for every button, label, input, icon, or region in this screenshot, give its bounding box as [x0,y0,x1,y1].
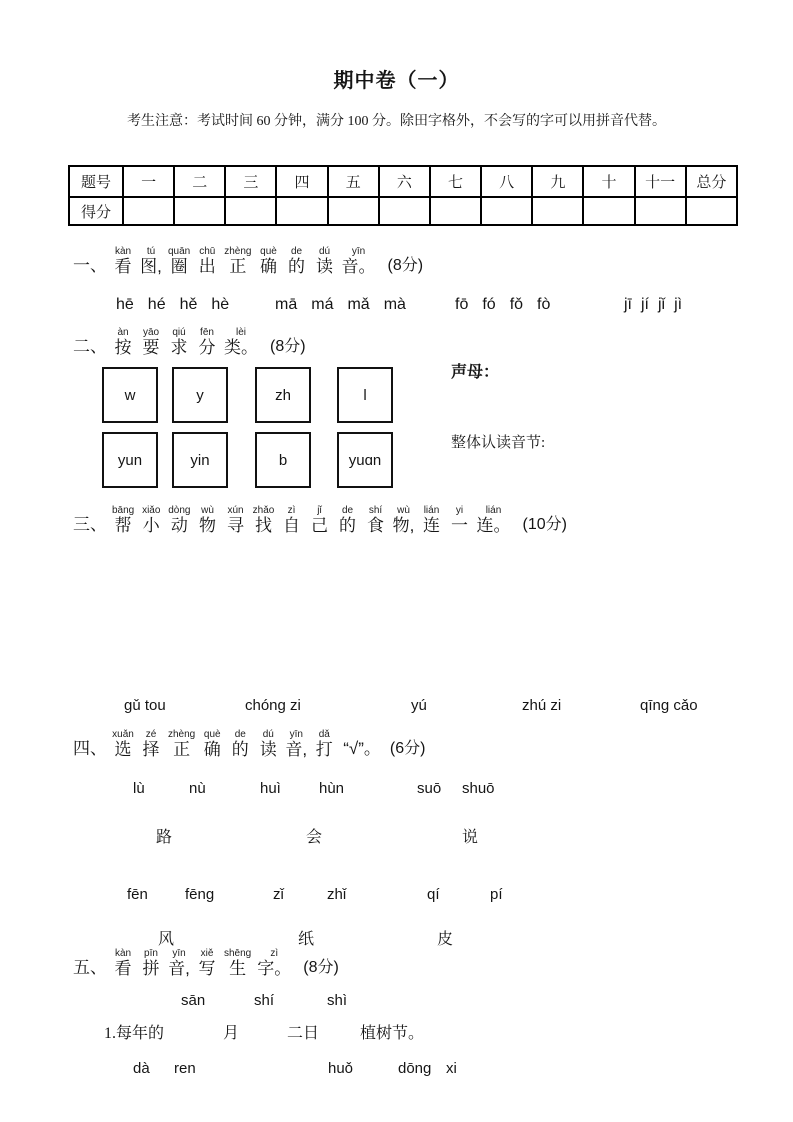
syllable-option: pí [490,886,503,903]
score-table-empty-cell [635,197,686,225]
hanzi-char: 求 [170,338,188,357]
heading-ruby-char [140,327,162,357]
hanzi-char: 拼 [142,959,160,978]
section2-heading [73,327,306,357]
heading-ruby-char [365,505,387,535]
pinyin-hint: shì [327,992,348,1009]
hanzi-char: 分 [198,338,216,357]
heading-ruby-char [197,505,219,535]
pinyin-annotation: tú [146,246,156,257]
heading-ruby-char [140,505,162,535]
heading-ruby-char [342,246,376,276]
syllable: hē [116,296,134,313]
score-table-question-number: 三 [225,166,276,197]
score-table-question-number: 二 [174,166,225,197]
sentence-part: 月 [223,1025,240,1042]
syllable-option: fēn [127,886,148,903]
section3-number: 三、 [73,515,107,534]
pinyin-hint: huǒ [328,1060,354,1077]
heading-ruby-char [314,246,336,276]
score-table-empty-cell [276,197,327,225]
score-table-question-number: 八 [481,166,532,197]
pinyin-annotation: yāo [142,327,160,338]
hanzi-char: 按 [114,338,132,357]
pinyin-annotation: xiě [200,948,214,959]
pinyin-annotation: kàn [114,948,132,959]
target-character: 路 [156,829,173,846]
score-table-question-number: 九 [532,166,583,197]
pinyin-annotation: yi [455,505,464,516]
pinyin-annotation: dòng [168,505,191,516]
section4-score: (6分) [389,740,426,757]
pinyin-hint: dà [133,1060,150,1077]
heading-ruby-char [224,948,251,978]
pinyin-box: yin [172,432,228,488]
syllable-group [624,296,682,314]
section2-score: (8分) [270,338,306,355]
target-character: 皮 [437,931,454,948]
pinyin-annotation: qiú [172,327,186,338]
section4-character-row-2 [0,926,793,948]
syllable-group [116,296,229,314]
score-table-score-row [69,197,737,225]
score-table-question-number: 六 [379,166,430,197]
syllable-option: zǐ [273,886,284,903]
pinyin-annotation: àn [117,327,129,338]
section2-number: 二、 [73,337,107,356]
pinyin-annotation: dǎ [318,729,330,740]
target-character: 会 [306,829,323,846]
hanzi-char: 小 [142,516,160,535]
food-word: gǔ tou [124,697,166,714]
pinyin-annotation: xún [227,505,244,516]
pinyin-hint: dōng [398,1060,432,1077]
hanzi-char: 食 [367,516,384,535]
score-table-header-row [69,166,737,197]
target-character: 风 [158,931,175,948]
syllable: hè [211,296,230,313]
syllable-option: fēng [185,886,215,903]
heading-ruby-char [449,505,471,535]
heading-ruby-char [224,327,258,357]
syllable-option: huì [260,780,281,797]
examinee-notice: 考生注意：考试时间 60 分钟，满分 100 分。除田字格外，不会写的字可以用拼音代替。 [127,114,666,129]
pinyin-annotation: shí [368,505,383,516]
hanzi-char: 寻 [227,516,244,535]
score-table-question-number: 一 [123,166,174,197]
score-table-empty-cell [123,197,174,225]
score-table [68,165,738,226]
heading-ruby-char [281,505,303,535]
pinyin-annotation: dú [318,246,331,257]
syllable-option: lù [133,780,145,797]
hanzi-char: 自 [283,516,300,535]
section4-character-row-1 [0,824,793,846]
hanzi-char: 音。 [341,257,376,276]
syllable: jí [641,296,649,313]
heading-ruby-char [393,505,415,535]
section1-score: (8分) [387,257,424,274]
hanzi-char: 写 [198,959,216,978]
hanzi-char: 出 [198,257,216,276]
heading-ruby-char [112,246,134,276]
pinyin-annotation: què [203,729,221,740]
pinyin-annotation: wù [397,505,410,516]
heading-ruby-char [168,729,195,759]
heading-ruby-char [229,729,251,759]
hanzi-char: 动 [170,516,188,535]
sentence-part: 二日 [287,1025,320,1042]
hanzi-char: 的 [231,740,249,759]
section3-score: (10分) [522,516,567,533]
pinyin-annotation: jǐ [317,505,322,516]
score-table-question-number: 七 [430,166,481,197]
section1-number: 一、 [73,256,107,275]
pinyin-box: yun [102,432,158,488]
score-table-header-label: 题号 [69,166,123,197]
heading-ruby-char [168,246,190,276]
hanzi-char: 的 [288,257,305,276]
pinyin-hint: sān [181,992,206,1009]
pinyin-annotation: xiǎo [142,505,161,516]
section2-title-ruby [109,327,261,357]
hanzi-char: 类。 [224,338,258,357]
section4-heading [73,729,425,759]
pinyin-box: y [172,367,228,423]
syllable-option: qí [427,886,440,903]
syllable: jì [674,296,683,313]
heading-ruby-char [313,729,335,759]
heading-ruby-char [285,729,307,759]
score-table-empty-cell [686,197,737,225]
heading-ruby-char [196,246,218,276]
hanzi-char: 读 [259,740,277,759]
score-table-empty-cell [481,197,532,225]
syllable: jǐ [658,296,666,313]
heading-ruby-char [112,505,134,535]
hanzi-char: 物 [199,516,216,535]
pinyin-annotation: yīn [289,729,303,740]
heading-ruby-char [253,505,275,535]
pinyin-box: w [102,367,158,423]
heading-ruby-char [140,246,162,276]
heading-ruby-char [337,505,359,535]
heading-ruby-char [140,948,162,978]
score-table-question-number: 十 [583,166,634,197]
pinyin-annotation: zhèng [168,729,196,740]
hanzi-char: 选 [114,740,132,759]
section5-title-ruby [109,948,294,978]
pinyin-annotation: lèi [235,327,246,338]
pinyin-annotation: zé [145,729,157,740]
hanzi-char: 一 [451,516,468,535]
page-title: 期中卷（一） [333,70,460,92]
pinyin-annotation: lián [485,505,502,516]
pinyin-hint: shí [254,992,275,1009]
pinyin-annotation: fēn [200,327,214,338]
syllable: hé [147,296,166,313]
heading-ruby-char [201,729,223,759]
heading-ruby-char [286,246,308,276]
syllable: mà [383,296,406,313]
section4-number: 四、 [73,739,107,758]
heading-ruby-char [168,948,190,978]
pinyin-box: b [255,432,311,488]
heading-ruby-char [225,505,247,535]
score-table-question-number: 五 [328,166,379,197]
pinyin-box-row-1 [0,367,793,425]
score-table-empty-cell [379,197,430,225]
pinyin-box-row-2 [0,432,793,490]
section3-title-ruby [109,505,514,535]
section1-syllable-options [0,296,793,316]
syllable: jī [624,296,632,313]
hanzi-char: 音, [285,740,308,759]
hanzi-char: 找 [255,516,272,535]
food-words-row [0,697,793,719]
pinyin-annotation: yīn [172,948,186,959]
heading-ruby-char [196,327,218,357]
score-table-empty-cell [225,197,276,225]
hanzi-char: 字。 [257,959,292,978]
section4-title-ruby [109,729,338,759]
hanzi-char: 择 [142,740,160,759]
score-table-empty-cell [583,197,634,225]
pinyin-annotation: quān [168,246,191,257]
section5-sentence [0,1020,793,1042]
pinyin-annotation: zì [270,948,279,959]
heading-ruby-char [477,505,511,535]
syllable: mā [275,296,298,313]
syllable: má [311,296,334,313]
pinyin-annotation: shēng [224,948,252,959]
pinyin-annotation: dú [262,729,274,740]
pinyin-annotation: bāng [112,505,135,516]
section4-syllable-row-2 [0,886,793,908]
pinyin-box: l [337,367,393,423]
heading-ruby-char [112,729,134,759]
pinyin-annotation: zì [287,505,296,516]
hanzi-char: 确 [260,257,277,276]
syllable: hě [179,296,198,313]
section3-heading [73,505,567,535]
syllable-group [275,296,406,314]
food-word: zhú zi [522,697,562,714]
pinyin-hint: ren [174,1060,196,1077]
heading-ruby-char [112,327,134,357]
score-table-question-number: 十一 [635,166,686,197]
pinyin-annotation: wù [201,505,214,516]
hanzi-char: 音, [168,959,190,978]
heading-ruby-char [196,948,218,978]
section1-heading [73,246,423,276]
heading-ruby-char [224,246,251,276]
pinyin-annotation: pīn [144,948,158,959]
hanzi-char: 生 [229,959,247,978]
pinyin-box: yuɑn [337,432,393,488]
pinyin-annotation: zhèng [224,246,252,257]
pinyin-annotation: chū [199,246,216,257]
hanzi-char: 圈 [170,257,188,276]
score-table-question-number: 总分 [686,166,737,197]
pinyin-annotation: de [290,246,303,257]
section5-pinyin-row-2 [0,1060,793,1082]
syllable: fǒ [509,296,524,313]
hanzi-char: 连 [423,516,440,535]
hanzi-char: 看 [114,257,132,276]
score-table-row-label: 得分 [69,197,123,225]
score-table-empty-cell [174,197,225,225]
section5-heading [73,948,339,978]
score-table-empty-cell [532,197,583,225]
hanzi-char: 正 [229,257,247,276]
initials-label: 声母： [451,364,500,381]
section5-score: (8分) [303,959,339,976]
hanzi-char: 帮 [114,516,132,535]
syllable-group [455,296,550,314]
pinyin-annotation: què [260,246,277,257]
food-word: chóng zi [245,697,301,714]
score-table-empty-cell [430,197,481,225]
heading-ruby-char [168,327,190,357]
syllable-option: hùn [319,780,345,797]
heading-ruby-char [140,729,162,759]
syllable: fò [537,296,551,313]
hanzi-char: 正 [173,740,191,759]
section4-syllable-row-1 [0,780,793,802]
pinyin-annotation: de [234,729,246,740]
heading-ruby-char [168,505,190,535]
syllable-option: shuō [462,780,495,797]
section5-number: 五、 [73,958,107,977]
target-character: 纸 [298,931,315,948]
score-table-empty-cell [328,197,379,225]
syllable: fó [482,296,496,313]
syllable: mǎ [347,296,370,313]
pinyin-annotation: yīn [351,246,366,257]
heading-ruby-char [421,505,443,535]
syllable-option: suō [417,780,442,797]
pinyin-annotation: de [341,505,354,516]
hanzi-char: 打 [315,740,333,759]
hanzi-char: 己 [311,516,328,535]
heading-ruby-char [257,729,279,759]
whole-syllables-label: 整体认读音节: [451,435,546,451]
pinyin-annotation: kàn [114,246,132,257]
score-table-question-number: 四 [276,166,327,197]
pinyin-annotation: xuǎn [112,729,134,740]
heading-ruby-char [112,948,134,978]
heading-ruby-char [257,948,291,978]
hanzi-char: 看 [114,959,132,978]
sentence-part: 植树节。 [360,1025,425,1042]
food-word: yú [411,697,427,714]
section5-pinyin-hints [0,992,793,1014]
hanzi-char: 读 [316,257,333,276]
sentence-part: 1.每年的 [104,1025,165,1042]
hanzi-char: 确 [203,740,221,759]
heading-ruby-char [258,246,280,276]
target-character: 说 [462,829,479,846]
heading-ruby-char [309,505,331,535]
syllable-option: zhǐ [327,886,347,903]
hanzi-char: 要 [142,338,160,357]
pinyin-annotation: lián [423,505,440,516]
hanzi-char: 物, [392,516,415,535]
hanzi-char: 的 [339,516,356,535]
syllable: fō [455,296,469,313]
section4-checkmark-quote: “√”。 [343,739,381,758]
syllable-option: nù [189,780,206,797]
pinyin-hint: xi [446,1060,457,1077]
hanzi-char: 连。 [476,516,511,535]
hanzi-char: 图, [140,257,162,276]
pinyin-annotation: zhǎo [252,505,275,516]
pinyin-box: zh [255,367,311,423]
section1-title-ruby [109,246,379,276]
food-word: qīng cǎo [640,697,698,714]
